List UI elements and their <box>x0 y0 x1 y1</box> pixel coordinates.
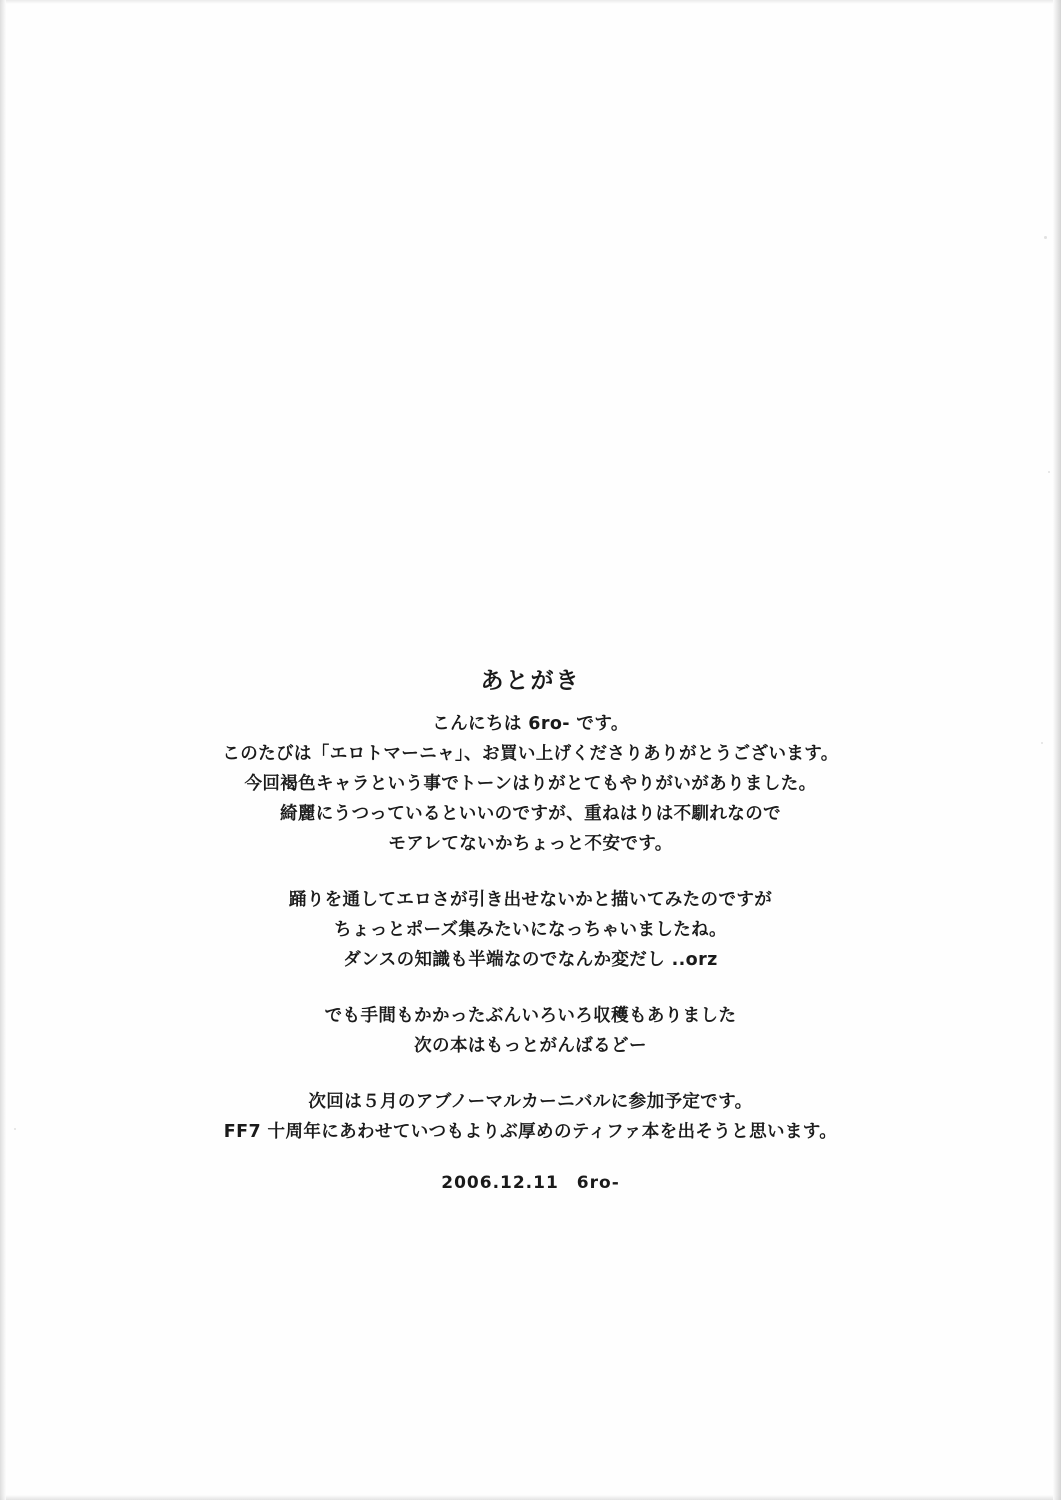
afterword-signature <box>0 1173 1061 1193</box>
afterword-line: こんにちは 6ro- です。 <box>432 714 629 735</box>
afterword-line: 今回褐色キャラという事でトーンはりがとてもやりがいがありました。 <box>244 774 817 795</box>
scan-edge-top <box>0 0 1061 4</box>
scan-speckle <box>1044 236 1047 239</box>
afterword-line: モアレてないかちょっと不安です。 <box>388 834 673 855</box>
afterword-line: 踊りを通してエロさが引き出せないかと描いてみたのですが <box>288 890 773 911</box>
afterword-line: 次の本はもっとがんばるどー <box>414 1036 647 1057</box>
signature-date: 2006.12.11 <box>441 1173 559 1194</box>
scan-edge-bottom <box>0 1495 1061 1500</box>
scan-speckle <box>1048 471 1050 473</box>
afterword-line: でも手間もかかったぶんいろいろ収穫もありました <box>324 1006 737 1027</box>
afterword-line: FF7 十周年にあわせていつもよりぶ厚めのティファ本を出そうと思います。 <box>223 1122 838 1143</box>
afterword-paragraph-next-event <box>0 1087 1061 1147</box>
afterword-paragraph-dance-theme <box>0 885 1061 975</box>
afterword-line: ダンスの知識も半端なのでなんか変だし ..orz <box>343 950 718 971</box>
afterword-paragraph-effort <box>0 1001 1061 1061</box>
afterword-line: 次回は５月のアブノーマルカーニバルに参加予定です。 <box>308 1092 753 1113</box>
afterword-line: このたびは「エロトマーニャ」、お買い上げくださりありがとうございます。 <box>222 744 839 765</box>
afterword-paragraph-greeting <box>0 709 1061 859</box>
afterword-title: あとがき <box>480 668 581 694</box>
afterword-line: ちょっとポーズ集みたいになっちゃいましたね。 <box>334 920 727 941</box>
signature-author: 6ro- <box>576 1173 620 1194</box>
afterword-section <box>0 665 1061 1193</box>
afterword-line: 綺麗にうつっているといいのですが、重ねはりは不馴れなので <box>279 804 782 825</box>
